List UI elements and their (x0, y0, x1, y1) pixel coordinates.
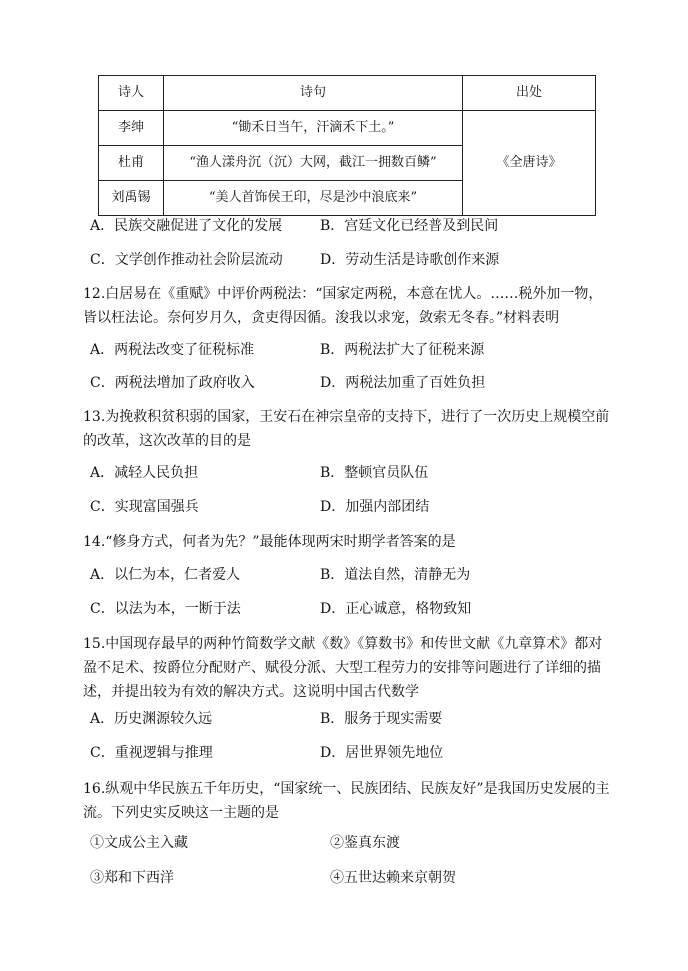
q15-stem: 15.中国现存最早的两种竹简数学文献《数》《算数书》和传世文献《九章算术》都对盈不足术、按爵位分配财产、赋役分派、大型工程劳力的安排等问题进行了详细的描述，并提出较为有效的解决方式。这说明中国古代数学 (83, 636, 603, 700)
header-verse: 诗句 (164, 76, 463, 111)
q14-option-a: A．以仁为本，仁者爱人 (90, 567, 241, 583)
q13-option-d: D．加强内部团结 (320, 499, 430, 515)
q11-option-d: D．劳动生活是诗歌创作来源 (320, 252, 500, 268)
q14-option-c: C．以法为本，一断于法 (90, 601, 241, 617)
q12-stem: 12.白居易在《重赋》中评价两税法：“国家定两税，本意在忧人。……税外加一物，皆以枉法论。奈何岁月久，贪吏得因循。浚我以求宠，敛索无冬春。”材料表明 (83, 286, 603, 326)
poet-cell: 杜甫 (99, 146, 164, 181)
q12-option-c: C．两税法增加了政府收入 (90, 375, 255, 391)
q11-option-a: A．民族交融促进了文化的发展 (90, 218, 283, 234)
q14-stem: 14.“修身方式，何者为先？”最能体现两宋时期学者答案的是 (83, 534, 456, 550)
q15-option-a: A．历史渊源较久远 (90, 711, 213, 727)
q13-option-c: C．实现富国强兵 (90, 499, 199, 515)
q14-option-b: B．道法自然，清静无为 (320, 567, 471, 583)
q14-option-d: D．正心诚意，格物致知 (320, 601, 472, 617)
q16-stem: 16.纵观中华民族五千年历史，“国家统一、民族团结、民族友好”是我国历史发展的主流。下列史实反映这一主题的是 (83, 781, 610, 821)
q15-option-d: D．居世界领先地位 (320, 745, 444, 761)
verse-cell: “锄禾日当午，汗滴禾下土。” (164, 111, 463, 146)
q16-item-3: ③郑和下西洋 (90, 870, 174, 886)
q13-option-b: B．整顿官员队伍 (320, 465, 429, 481)
q13-option-a: A．减轻人民负担 (90, 465, 199, 481)
q12-option-b: B．两税法扩大了征税来源 (320, 342, 485, 358)
q12-option-d: D．两税法加重了百姓负担 (320, 375, 486, 391)
verse-cell: “渔人漾舟沉（沉）大网，截江一拥数百鳞” (164, 146, 463, 181)
header-source: 出处 (463, 76, 596, 111)
source-cell: 《全唐诗》 (463, 111, 596, 216)
poet-cell: 刘禹锡 (99, 181, 164, 216)
q13-stem: 13.为挽救积贫积弱的国家，王安石在神宗皇帝的支持下，进行了一次历史上规模空前的改革，这次改革的目的是 (83, 409, 610, 449)
q12-option-a: A．两税法改变了征税标准 (90, 342, 255, 358)
header-poet: 诗人 (99, 76, 164, 111)
poet-cell: 李绅 (99, 111, 164, 146)
q16-item-2: ②鉴真东渡 (330, 835, 400, 851)
q15-option-c: C．重视逻辑与推理 (90, 745, 213, 761)
q11-option-b: B．宫廷文化已经普及到民间 (320, 218, 499, 234)
poem-table (98, 75, 596, 216)
verse-cell: “美人首饰侯王印，尽是沙中浪底来” (164, 181, 463, 216)
table-row (99, 111, 596, 146)
q16-item-4: ④五世达赖来京朝贺 (330, 870, 456, 886)
q11-option-c: C．文学创作推动社会阶层流动 (90, 252, 283, 268)
q16-item-1: ①文成公主入藏 (90, 835, 188, 851)
q15-option-b: B．服务于现实需要 (320, 711, 443, 727)
table-header-row (99, 76, 596, 111)
